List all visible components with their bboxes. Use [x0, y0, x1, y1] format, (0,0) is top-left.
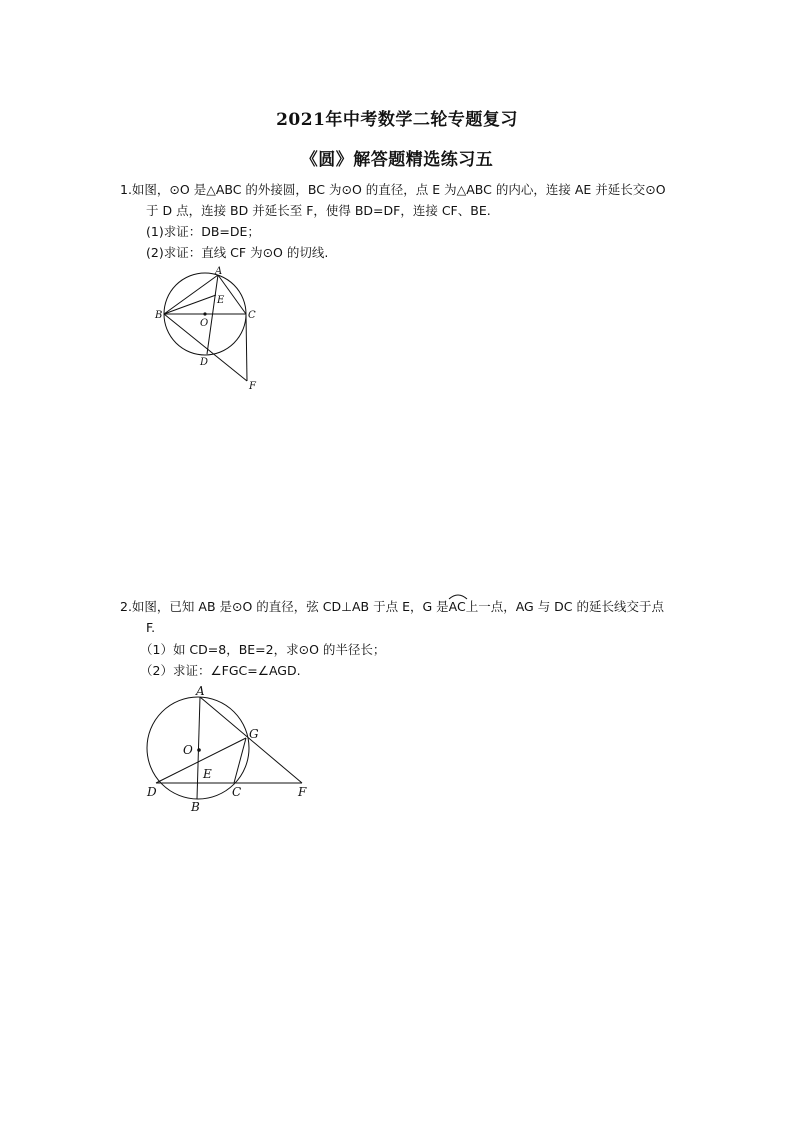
q2-arc-label: AC: [448, 599, 466, 614]
q2-label-d: D: [147, 785, 157, 799]
q2-part1: （1）如 CD=8，BE=2，求⊙O 的半径长；: [140, 642, 386, 657]
q2-figure: [140, 683, 315, 818]
q2-line-dg: [156, 738, 246, 783]
q1-line-be: [164, 295, 216, 314]
q2-center-dot: [197, 748, 201, 752]
arc-mark-icon: [448, 592, 468, 600]
q1-part2: (2)求证：直线 CF 为⊙O 的切线.: [146, 245, 329, 260]
q1-label-e: E: [217, 295, 225, 306]
q1-text-line2: 于 D 点，连接 BD 并延长至 F，使得 BD=DF，连接 CF、BE.: [146, 203, 491, 218]
q1-line-cf: [246, 314, 247, 381]
q1-label-o: O: [200, 318, 209, 329]
q1-part1: (1)求证：DB=DE；: [146, 224, 260, 239]
q2-label-o: O: [183, 743, 193, 757]
q2-line1-before: 2.如图，已知 AB 是⊙O 的直径，弦 CD⊥AB 于点 E，G 是: [120, 599, 449, 614]
q2-label-e: E: [203, 767, 212, 781]
q2-line-ab: [197, 697, 200, 799]
q2-label-c: C: [232, 785, 242, 799]
q2-label-a: A: [196, 684, 205, 698]
q1-text-line1: 1.如图，⊙O 是△ABC 的外接圆，BC 为⊙O 的直径，点 E 为△ABC 的内心，连接 AE 并延长交⊙O: [120, 182, 666, 197]
q2-text-line2: F.: [146, 620, 156, 635]
page-subtitle: 《圆》解答题精选练习五: [300, 150, 494, 170]
page-title: 2021年中考数学二轮专题复习: [276, 110, 518, 130]
q1-label-f: F: [249, 381, 256, 392]
q1-label-b: B: [155, 310, 163, 321]
q1-label-c: C: [248, 310, 256, 321]
q2-label-g: G: [249, 727, 259, 741]
q2-part2: （2）求证：∠FGC=∠AGD.: [140, 663, 301, 678]
q2-line1-after: 上一点，AG 与 DC 的延长线交于点: [465, 599, 664, 614]
q1-label-d: D: [200, 357, 209, 368]
q1-center-dot: [203, 312, 206, 315]
q1-label-a: A: [215, 266, 223, 277]
q2-text-line1: [120, 597, 664, 616]
q1-line-ba: [164, 275, 218, 314]
q2-label-b: B: [191, 800, 200, 814]
q2-arc-ac: [449, 597, 466, 616]
q2-label-f: F: [298, 785, 307, 799]
q1-figure: [150, 268, 265, 396]
